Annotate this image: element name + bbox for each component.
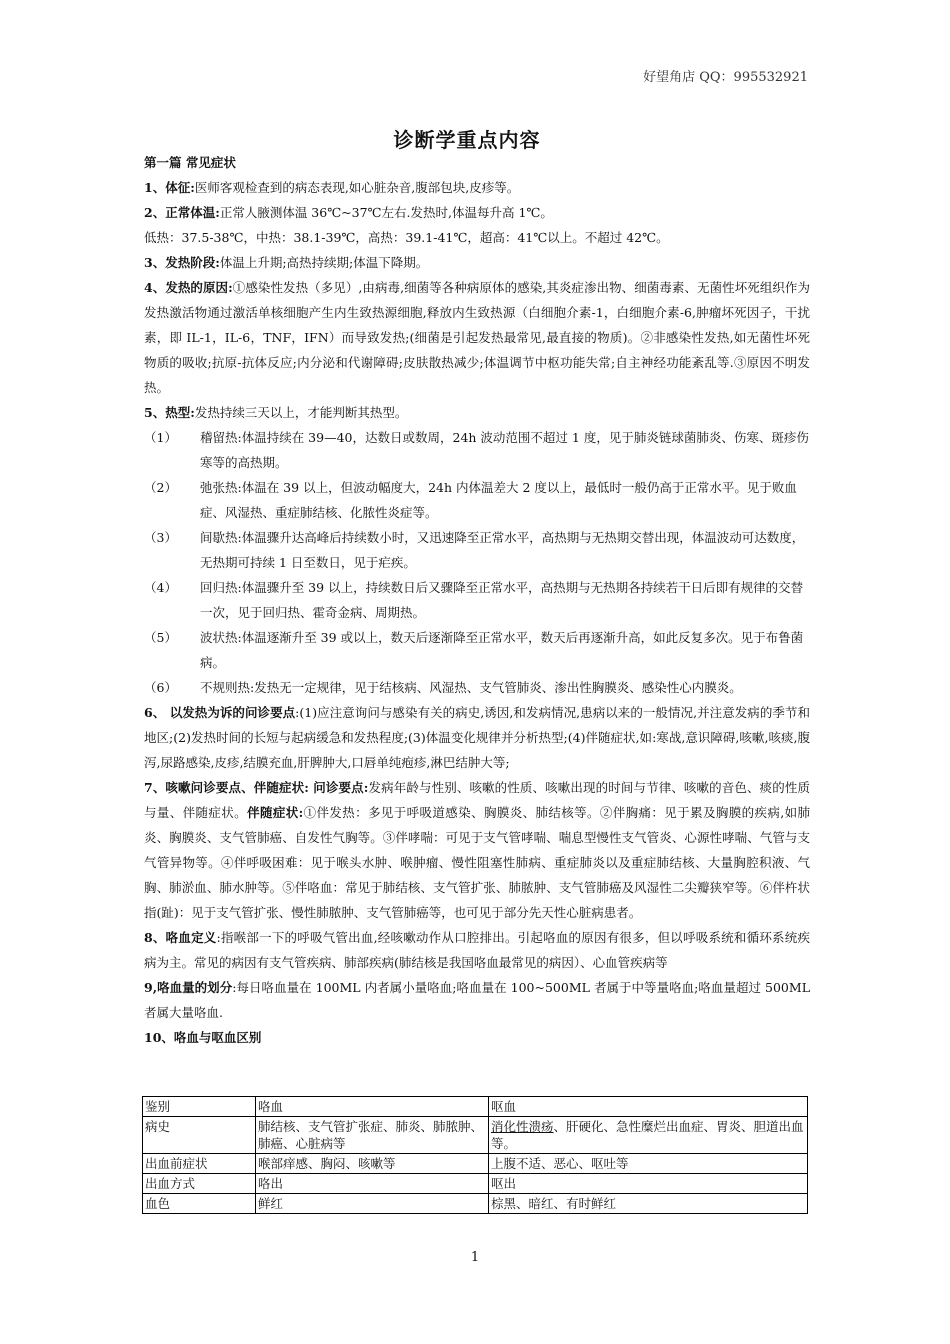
section-5 (144, 400, 810, 425)
section-2-text: 正常人腋测体温 36℃~37℃左右.发热时,体温每升高 1℃。 (219, 205, 553, 220)
table-cell-hemoptysis: 咯出 (256, 1174, 489, 1194)
section-4-text: ①感染性发热（多见）,由病毒,细菌等各种病原体的感染,其炎症渗出物、细菌毒素、无菌性坏死组织作为发热激活物通过激活单核细胞产生内生致热源细胞,释放内生致热源（白细胞介素-1，白细胞介素-6,肿瘤坏死因子，干扰素，即 IL-1，IL-6，TNF，IFN）而导致发热;(细菌是引起发热最常见,最直接的物质)。②非感染性发热,如无菌性坏死物质的吸收;抗原-抗体反应;内分泌和代谢障碍;皮肤散热减少;体温调节中枢功能失常;自主神经功能紊乱等.③原因不明发热。 (144, 280, 810, 395)
page-number: 1 (470, 1250, 480, 1265)
fever-type-number: （5） (144, 630, 177, 645)
fever-type-item (144, 575, 810, 625)
fever-type-item (144, 625, 810, 675)
fever-type-item (144, 675, 810, 700)
table-header-cell: 鉴别 (143, 1097, 256, 1117)
fever-type-text: 间歇热:体温骤升达高峰后持续数小时，又迅速降至正常水平，高热期与无热期交替出现，体温波动可达数度，无热期可持续 1 日至数日，见于疟疾。 (200, 530, 805, 570)
fever-type-text: 弛张热:体温在 39 以上，但波动幅度大，24h 内体温差大 2 度以上，最低时一般仍高于正常水平。见于败血症、风湿热、重症肺结核、化脓性炎症等。 (200, 480, 797, 520)
section-4-label: 4、发热的原因: (144, 280, 233, 295)
section-4 (144, 275, 810, 400)
section-5-text: 发热持续三天以上，才能判断其热型。 (194, 405, 408, 420)
fever-type-text: 稽留热:体温持续在 39—40，达数日或数周，24h 波动范围不超过 1 度，见于肺炎链球菌肺炎、伤寒、斑疹伤寒等的高热期。 (200, 430, 809, 470)
section-3 (144, 250, 810, 275)
section-5-label: 5、热型: (144, 405, 195, 420)
table-header-cell: 呕血 (489, 1097, 808, 1117)
section-1 (144, 175, 810, 200)
table-header-row (143, 1097, 808, 1117)
section-1-label: 1、体征: (144, 180, 195, 195)
table-row-label: 血色 (143, 1194, 256, 1214)
section-8-label: 8、咯血定义 (144, 930, 217, 945)
table-header-cell: 咯血 (256, 1097, 489, 1117)
document-body (144, 150, 810, 1050)
table-row (143, 1194, 808, 1214)
section-1-text: 医师客观检查到的病态表现,如心脏杂音,腹部包块,皮疹等。 (194, 180, 520, 195)
section-8 (144, 925, 810, 975)
comparison-table (142, 1096, 808, 1214)
table-row (143, 1117, 808, 1154)
section-2 (144, 200, 810, 225)
section-6-label: 6、 以发热为诉的问诊要点 (144, 705, 296, 720)
section-9-text: :每日咯血量在 100ML 内者属小量咯血;咯血量在 100~500ML 者属于中等量咯血;咯血量超过 500ML 者属大量咯血. (144, 980, 810, 1020)
section-7-label: 7、咳嗽问诊要点、伴随症状: 问诊要点: (144, 780, 369, 795)
section-9 (144, 975, 810, 1025)
table-cell-hematemesis: 上腹不适、恶心、呕吐等 (489, 1154, 808, 1174)
table-cell-hematemesis: 棕黑、暗红、有时鲜红 (489, 1194, 808, 1214)
table-row-label: 出血前症状 (143, 1154, 256, 1174)
fever-type-number: （2） (144, 480, 177, 495)
fever-type-text: 波状热:体温逐渐升至 39 或以上，数天后逐渐降至正常水平，数天后再逐渐升高，如此反复多次。见于布鲁菌病。 (200, 630, 804, 670)
fever-type-number: （1） (144, 430, 177, 445)
section-7 (144, 775, 810, 925)
table-cell-text: 、肝硬化、急性糜烂出血症、胃炎、胆道出血等。 (491, 1119, 804, 1151)
section-8-text: :指喉部一下的呼吸气管出血,经咳嗽动作从口腔排出。引起咯血的原因有很多，但以呼吸系统和循环系统疾病为主。常见的病因有支气管疾病、肺部疾病(肺结核是我国咯血最常见的病因）、心血管疾病等 (144, 930, 810, 970)
section-7-sublabel: 伴随症状: (247, 805, 304, 820)
table-row (143, 1174, 808, 1194)
chapter-heading: 第一篇 常见症状 (144, 155, 236, 170)
fever-type-item (144, 475, 810, 525)
section-10: 10、咯血与呕血区别 (144, 1030, 262, 1045)
table-row (143, 1154, 808, 1174)
section-6 (144, 700, 810, 775)
table-row-label: 病史 (143, 1117, 256, 1154)
section-3-text: 体温上升期;高热持续期;体温下降期。 (219, 255, 429, 270)
fever-type-text: 不规则热:发热无一定规律，见于结核病、风湿热、支气管肺炎、渗出性胸膜炎、感染性心内膜炎。 (200, 680, 742, 695)
table-cell-hemoptysis: 肺结核、支气管扩张症、肺炎、肺脓肿、肺癌、心脏病等 (256, 1117, 489, 1154)
table-row-label: 出血方式 (143, 1174, 256, 1194)
header-shop-contact: 好望角店 QQ：995532921 (643, 70, 808, 85)
fever-type-text: 回归热:体温骤升至 39 以上，持续数日后又骤降至正常水平，高热期与无热期各持续若干日后即有规律的交替一次，见于回归热、霍奇金病、周期热。 (200, 580, 804, 620)
fever-type-number: （3） (144, 530, 177, 545)
table-cell-hematemesis: 呕出 (489, 1174, 808, 1194)
fever-type-item (144, 525, 810, 575)
section-9-label: 9,咯血量的划分 (144, 980, 233, 995)
section-3-label: 3、发热阶段: (144, 255, 220, 270)
page-title: 诊断学重点内容 (393, 128, 541, 152)
fever-type-item (144, 425, 810, 475)
underlined-term: 消化性溃疡 (491, 1119, 554, 1134)
table-cell-hemoptysis: 喉部痒感、胸闷、咳嗽等 (256, 1154, 489, 1174)
table-cell-hemoptysis: 鲜红 (256, 1194, 489, 1214)
section-7-subtext: ①伴发热：多见于呼吸道感染、胸膜炎、肺结核等。②伴胸痛：见于累及胸膜的疾病,如肺炎、胸膜炎、支气管肺癌、自发性气胸等。③伴哮喘：可见于支气管哮喘、喘息型慢性支气管炎、心源性哮喘、气管与支气管异物等。④伴呼吸困难：见于喉头水肿、喉肿瘤、慢性阻塞性肺病、重症肺炎以及重症肺结核、大量胸腔积液、气胸、肺淤血、肺水肿等。⑤伴咯血：常见于肺结核、支气管扩张、肺脓肿、支气管肺癌及风湿性二尖瓣狭窄等。⑥伴杵状指(趾)：见于支气管扩张、慢性肺脓肿、支气管肺癌等，也可见于部分先天性心脏病患者。 (144, 805, 810, 920)
section-6-text: :(1)应注意询问与感染有关的病史,诱因,和发病情况,患病以来的一般情况,并注意发病的季节和地区;(2)发热时间的长短与起病缓急和发热程度;(3)体温变化规律并分析热型;(4)伴随症状,如:寒战,意识障碍,咳嗽,咳痰,腹泻,尿路感染,皮疹,结膜充血,肝脾肿大,口唇单纯疱疹,淋巴结肿大等; (144, 705, 810, 770)
table-cell-hematemesis (489, 1117, 808, 1154)
fever-type-number: （6） (144, 680, 177, 695)
section-2-label: 2、正常体温: (144, 205, 220, 220)
fever-type-number: （4） (144, 580, 177, 595)
section-2-ranges: 低热：37.5-38℃，中热：38.1-39℃，高热：39.1-41℃，超高：41℃以上。不超过 42℃。 (144, 230, 669, 245)
section-7-text: 发病年龄与性别、咳嗽的性质、咳嗽出现的时间与节律、咳嗽的音色、痰的性质与量、伴随症状。 (144, 780, 810, 820)
